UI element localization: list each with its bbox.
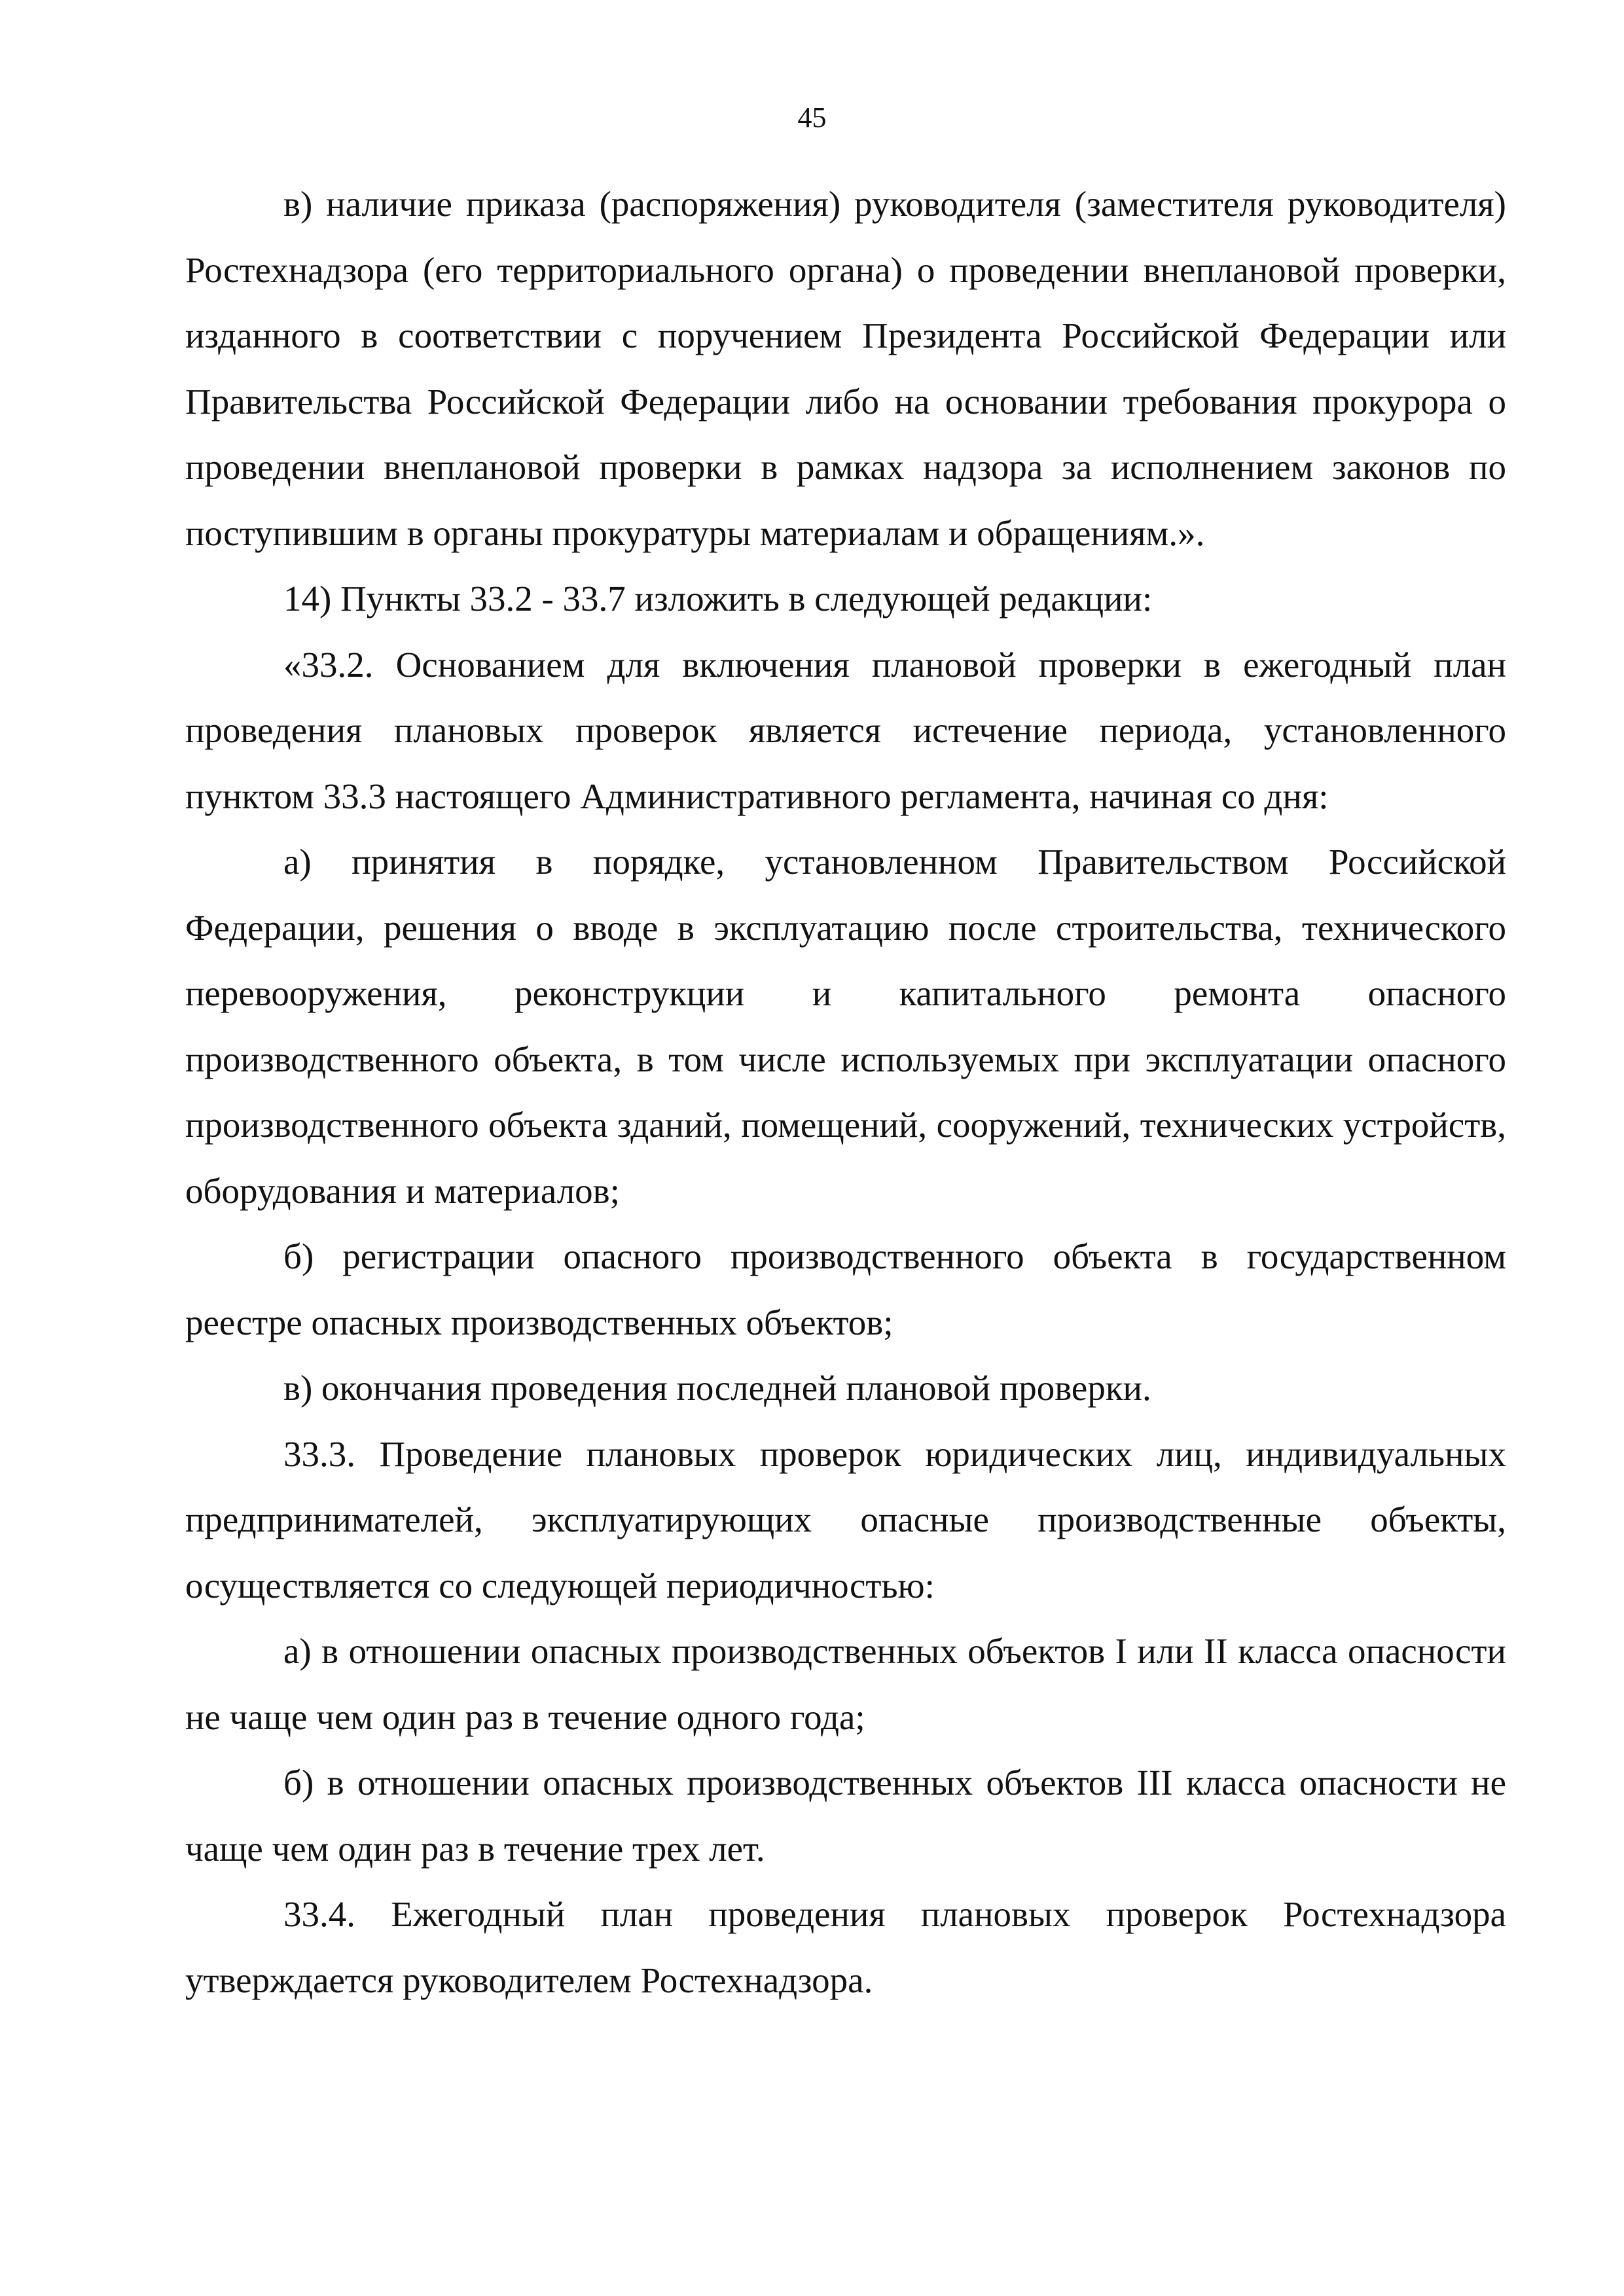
paragraph-33-3-a: а) в отношении опасных производственных объектов I или II класса опасности не чаще чем один раз в течение одного года; [185,1631,1506,1737]
paragraph-33-3: 33.3. Проведение плановых проверок юридических лиц, индивидуальных предпринимателей, эксплуатирующих опасные производственные объекты, осуществляется со следующей периодичностью: [185,1433,1506,1605]
paragraph-33-3-b: б) в отношении опасных производственных объектов III класса опасности не чаще чем один раз в течение трех лет. [185,1763,1506,1869]
paragraph-33-2-a: а) принятия в порядке, установленном Правительством Российской Федерации, решения о вводе в эксплуатацию после строительства, технического перевооружения, реконструкции и капитального ремонта опасного производственного объекта, в том числе используемых при эксплуатации опасного производственного объекта зданий, помещений, сооружений, технических устройств, оборудования и материалов; [185,842,1506,1211]
paragraph-33-2: «33.2. Основанием для включения плановой проверки в ежегодный план проведения плановых проверок является истечение периода, установленного пунктом 33.3 настоящего Административного регламента, начиная со дня: [185,644,1506,816]
paragraph-33-4: 33.4. Ежегодный план проведения плановых проверок Ростехнадзора утверждается руководителем Ростехнадзора. [185,1894,1506,2000]
paragraph-33-2-b: б) регистрации опасного производственного объекта в государственном реестре опасных производственных объектов; [185,1236,1506,1342]
paragraph-item-14: 14) Пункты 33.2 - 33.7 изложить в следующей редакции: [283,579,1153,619]
page-number: 45 [797,101,827,134]
paragraph-33-2-v: в) окончания проведения последней плановой проверки. [283,1368,1151,1408]
document-body [185,171,1506,2013]
paragraph-order-requirement: в) наличие приказа (распоряжения) руководителя (заместителя руководителя) Ростехнадзора (его территориального органа) о проведении внеплановой проверки, изданного в соответствии с поручением Президента Российской Федерации или Правительства Российской Федерации либо на основании требования прокурора о проведении внеплановой проверки в рамках надзора за исполнением законов по поступившим в органы прокуратуры материалам и обращениям.». [185,184,1506,553]
